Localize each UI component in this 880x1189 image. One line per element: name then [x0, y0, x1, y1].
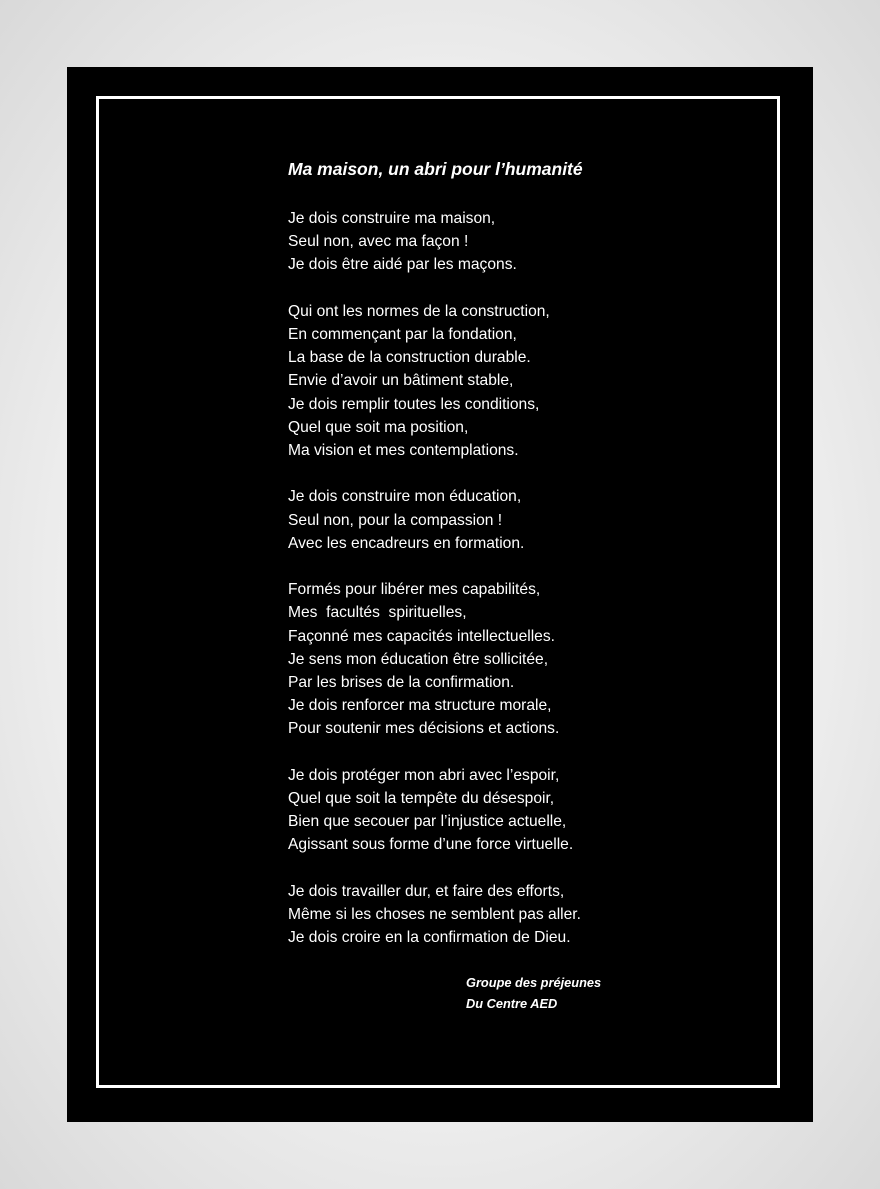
poem-line: Seul non, pour la compassion !: [288, 511, 503, 529]
poem-line: Je dois travailler dur, et faire des efforts,: [288, 882, 565, 900]
poem-line: Par les brises de la confirmation.: [288, 674, 515, 692]
poem-line: Même si les choses ne semblent pas aller.: [288, 906, 581, 924]
poem-line: Formés pour libérer mes capabilités,: [288, 581, 541, 599]
signature-centre: Du Centre AED: [466, 996, 558, 1011]
poem-line: Qui ont les normes de la construction,: [288, 302, 550, 320]
poem-line: Je dois être aidé par les maçons.: [288, 256, 517, 274]
poem-line: Je dois remplir toutes les conditions,: [288, 395, 540, 413]
poem-stanza-3: [288, 485, 708, 555]
poem-title: Ma maison, un abri pour l’humanité: [288, 159, 583, 179]
poem-stanza-1: [288, 207, 708, 277]
poem-stanza-2: [288, 300, 708, 462]
poem-line: Avec les encadreurs en formation.: [288, 534, 525, 552]
poster: [67, 67, 813, 1122]
poem-line: Seul non, avec ma façon !: [288, 233, 469, 251]
poem-line: Agissant sous forme d’une force virtuelle.: [288, 836, 574, 854]
signature: [466, 972, 601, 1014]
poem-stanza-4: [288, 578, 708, 740]
poem-line: La base de la construction durable.: [288, 349, 531, 367]
poem-line: Je sens mon éducation être sollicitée,: [288, 650, 549, 668]
poem-stanza-5: [288, 764, 708, 857]
signature-group: Groupe des préjeunes: [466, 975, 602, 990]
poem-line: Je dois renforcer ma structure morale,: [288, 697, 552, 715]
poem-line: Envie d’avoir un bâtiment stable,: [288, 372, 514, 390]
poem-line: Je dois construire ma maison,: [288, 210, 496, 227]
poem-body: [288, 158, 708, 973]
poem-line: Quel que soit la tempête du désespoir,: [288, 790, 555, 808]
poem-line: Façonné mes capacités intellectuelles.: [288, 627, 555, 645]
poem-line: Mes facultés spirituelles,: [288, 604, 467, 622]
poem-line: Pour soutenir mes décisions et actions.: [288, 720, 560, 738]
poem-stanza-6: [288, 880, 708, 950]
poem-stanzas: [288, 207, 708, 949]
poem-line: En commençant par la fondation,: [288, 326, 517, 343]
poem-line: Je dois protéger mon abri avec l’espoir,: [288, 766, 560, 784]
poem-line: Ma vision et mes contemplations.: [288, 442, 519, 460]
poem-line: Je dois croire en la confirmation de Dieu.: [288, 929, 571, 947]
poem-line: Quel que soit ma position,: [288, 418, 469, 436]
poem-line: Je dois construire mon éducation,: [288, 488, 522, 506]
poem-line: Bien que secouer par l’injustice actuelle,: [288, 813, 567, 831]
